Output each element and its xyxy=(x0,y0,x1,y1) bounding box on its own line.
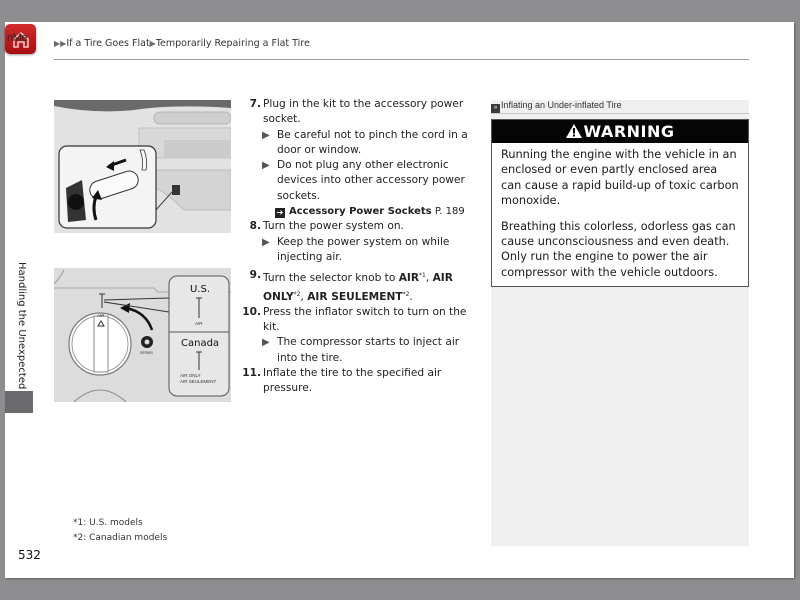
separator: . xyxy=(409,290,413,303)
footnote-ref: *1 xyxy=(419,272,426,280)
footnote-ref: *2 xyxy=(402,290,410,298)
page-number: 532 xyxy=(18,548,41,562)
power-socket-illustration xyxy=(54,100,231,233)
reference-title[interactable]: Accessory Power Sockets xyxy=(289,206,432,218)
step-text: Turn the selector knob to xyxy=(263,272,399,285)
step-number: 11. xyxy=(242,367,261,380)
footnote-ref: *2 xyxy=(293,290,301,298)
section-tab-label[interactable]: Handling the Unexpected xyxy=(16,262,27,390)
warning-header xyxy=(492,120,748,143)
figure-power-socket xyxy=(54,100,231,233)
step-7-note-2 xyxy=(242,158,482,204)
svg-text:AIR: AIR xyxy=(97,313,105,318)
svg-text:AIR ONLY: AIR ONLY xyxy=(180,373,201,378)
warning-paragraph: Breathing this colorless, odorless gas can cause unconsciousness and even death. Only run the engine to power the air compressor with the vehicle outdoors. xyxy=(501,219,736,279)
breadcrumb-arrow-icon: ▶▶ xyxy=(54,39,67,48)
notes-divider xyxy=(491,113,749,114)
mode-air: AIR xyxy=(398,272,419,285)
svg-text:REPAIR: REPAIR xyxy=(140,351,153,355)
breadcrumb-arrow-icon: ▶ xyxy=(149,39,156,48)
step-8 xyxy=(242,219,482,234)
step-9 xyxy=(242,268,482,305)
step-7 xyxy=(242,97,482,128)
step-text: Turn the power system on. xyxy=(263,220,404,233)
step-number: 7. xyxy=(249,98,261,110)
breadcrumb-item-repairing[interactable]: Temporarily Repairing a Flat Tire xyxy=(155,38,310,49)
note-text: Be careful not to pinch the cord in a door or window. xyxy=(277,128,468,156)
svg-text:U.S.: U.S. xyxy=(190,284,211,295)
step-10-note-1 xyxy=(242,335,482,366)
bullet-arrow-icon: ▶ xyxy=(262,236,270,248)
footnotes xyxy=(73,516,167,546)
svg-text:AIR: AIR xyxy=(195,321,203,326)
svg-text:Canada: Canada xyxy=(181,338,220,349)
footnote-2: *2: Canadian models xyxy=(73,533,168,543)
warning-body xyxy=(492,143,748,280)
breadcrumb xyxy=(54,38,310,49)
note-text: Do not plug any other electronic devices into other accessory power sockets. xyxy=(277,159,465,202)
notes-title xyxy=(491,100,622,113)
step-number: 8. xyxy=(249,220,261,233)
note-text: The compressor starts to inject air into the tire. xyxy=(277,336,460,364)
procedure-steps xyxy=(242,97,482,397)
double-chevron-icon: » xyxy=(491,104,500,113)
warning-heading: WARNING xyxy=(583,122,675,141)
app-icon-overlay-text: nMe xyxy=(7,32,27,44)
svg-text:AIR SEULEMENT: AIR SEULEMENT xyxy=(180,379,217,384)
selector-knob-illustration xyxy=(54,268,231,402)
warning-triangle-icon xyxy=(566,121,582,135)
step-11 xyxy=(242,366,482,397)
mode-air-seulement: AIR SEULEMENT xyxy=(307,290,403,303)
step-text: Inflate the tire to the specified air pressure. xyxy=(263,367,442,395)
step-number: 9. xyxy=(249,269,261,282)
header-divider xyxy=(54,59,749,60)
cross-reference-link[interactable] xyxy=(242,204,482,219)
warning-box xyxy=(491,119,749,287)
footnote-1: *1: U.S. models xyxy=(73,518,143,528)
warning-paragraph: Running the engine with the vehicle in an enclosed or even partly enclosed area can cause a rapid build-up of toxic carbon monoxide. xyxy=(501,148,739,208)
step-10 xyxy=(242,305,482,336)
reference-arrow-icon: ➔ xyxy=(276,208,284,218)
step-number: 10. xyxy=(242,305,261,318)
separator: , xyxy=(425,272,433,285)
manual-app-icon[interactable] xyxy=(5,24,36,54)
notes-title-text: Inflating an Under-inflated Tire xyxy=(501,100,622,110)
bullet-arrow-icon: ▶ xyxy=(262,160,270,172)
note-text: Keep the power system on while injecting air. xyxy=(277,235,450,263)
reference-page[interactable]: P. 189 xyxy=(434,206,465,218)
step-7-note-1 xyxy=(242,128,482,159)
separator: , xyxy=(300,290,308,303)
section-tab-marker xyxy=(5,391,33,413)
breadcrumb-item-flat-tire[interactable]: If a Tire Goes Flat xyxy=(66,38,150,49)
step-text: Press the inflator switch to turn on the kit. xyxy=(263,305,467,334)
step-text: Plug in the kit to the accessory power socket. xyxy=(263,98,464,126)
mode-air-only: AIR ONLY xyxy=(263,272,453,303)
figure-selector-knob xyxy=(54,268,231,402)
bullet-arrow-icon: ▶ xyxy=(262,337,270,349)
step-8-note-1 xyxy=(242,235,482,266)
bullet-arrow-icon: ▶ xyxy=(262,129,270,141)
